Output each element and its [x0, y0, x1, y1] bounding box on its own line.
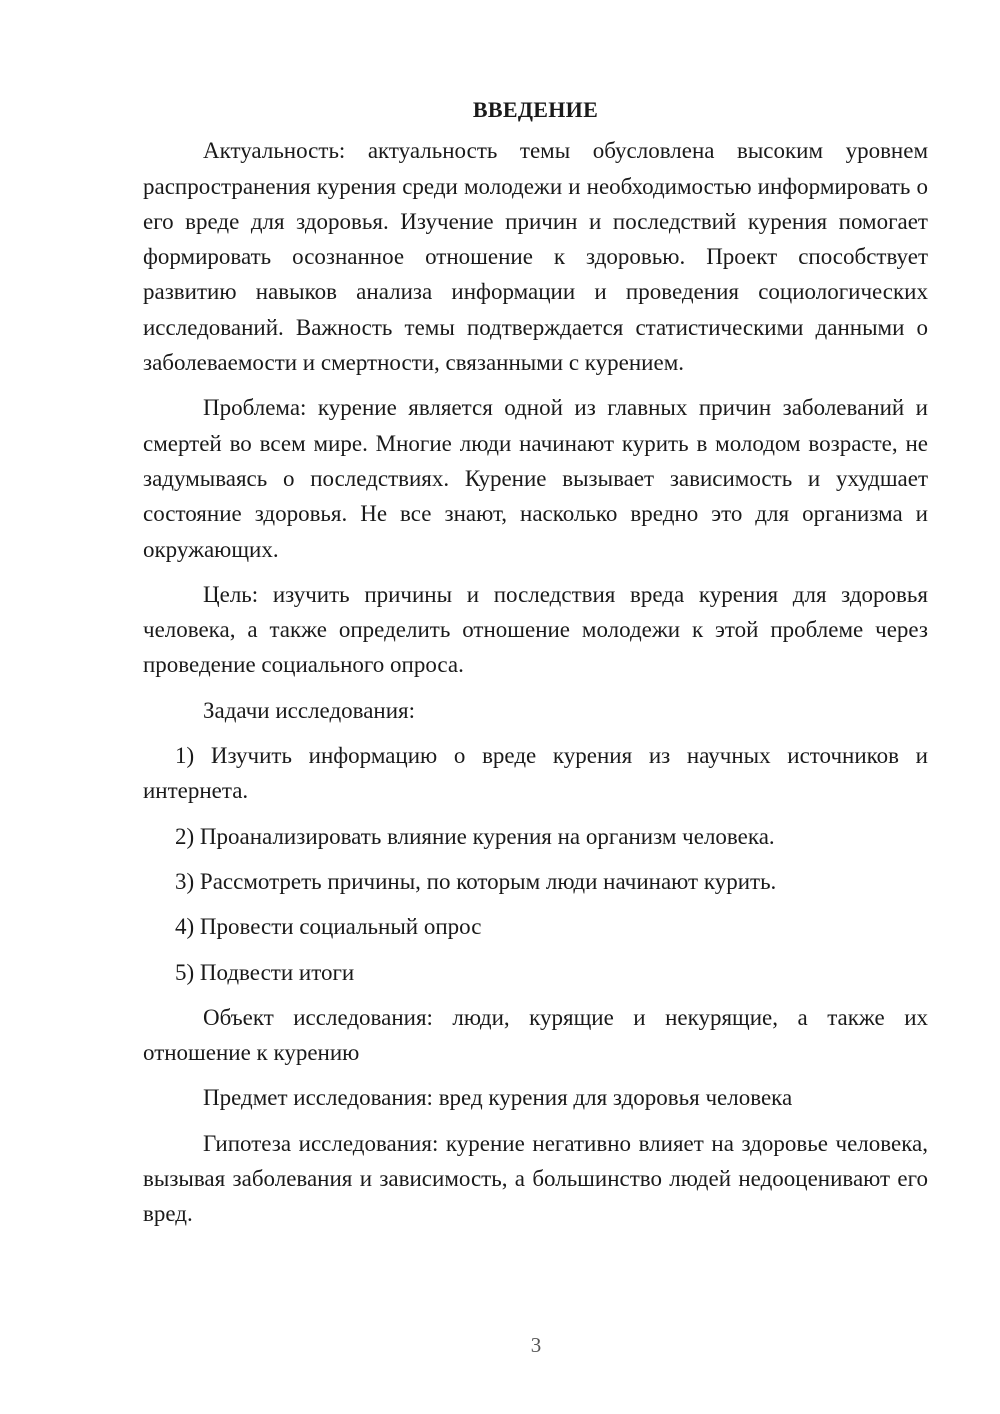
list-item: 4) Провести социальный опрос — [175, 914, 482, 940]
page-number: 3 — [530, 1333, 542, 1357]
paragraph-hypothesis: Гипотеза исследования: курение негативно влияет на здоровье человека, вызывая заболевания и зависимость, а большинство людей недооценивают его вред. — [143, 1130, 928, 1227]
paragraph-subject: Предмет исследования: вред курения для здоровья человека — [203, 1085, 793, 1111]
list-item: 5) Подвести итоги — [175, 959, 355, 985]
paragraph-problem: Проблема: курение является одной из главных причин заболеваний и смертей во всем мире. Многие люди начинают курить в молодом возрасте, не задумываясь о последствиях. Курение вызывает зависимость и ухудшает состояние здоровья. Не все знают, насколько вредно это для организма и окружающих. — [143, 395, 928, 562]
list-item: 2) Проанализировать влияние курения на организм человека. — [175, 823, 775, 849]
paragraph-goal: Цель: изучить причины и последствия вреда курения для здоровья человека, а также определить отношение молодежи к этой проблеме через проведение социального опроса. — [143, 581, 928, 678]
list-item: 3) Рассмотреть причины, по которым люди начинают курить. — [175, 868, 777, 894]
section-heading: ВВЕДЕНИЕ — [472, 97, 599, 122]
tasks-list — [143, 738, 928, 990]
document-page — [143, 92, 928, 1242]
tasks-title: Задачи исследования: — [203, 697, 416, 723]
paragraph-object: Объект исследования: люди, курящие и некурящие, а также их отношение к курению — [143, 1004, 928, 1066]
paragraph-relevance: Актуальность: актуальность темы обусловлена высоким уровнем распространения курения среди молодежи и необходимостью информировать о его вреде для здоровья. Изучение причин и последствий курения помогает формировать осознанное отношение к здоровью. Проект способствует развитию навыков анализа информации и проведения социологических исследований. Важность темы подтверждается статистическими данными о заболеваемости и смертности, связанными с курением. — [143, 138, 928, 376]
list-item: 1) Изучить информацию о вреде курения из научных источников и интернета. — [143, 743, 928, 804]
